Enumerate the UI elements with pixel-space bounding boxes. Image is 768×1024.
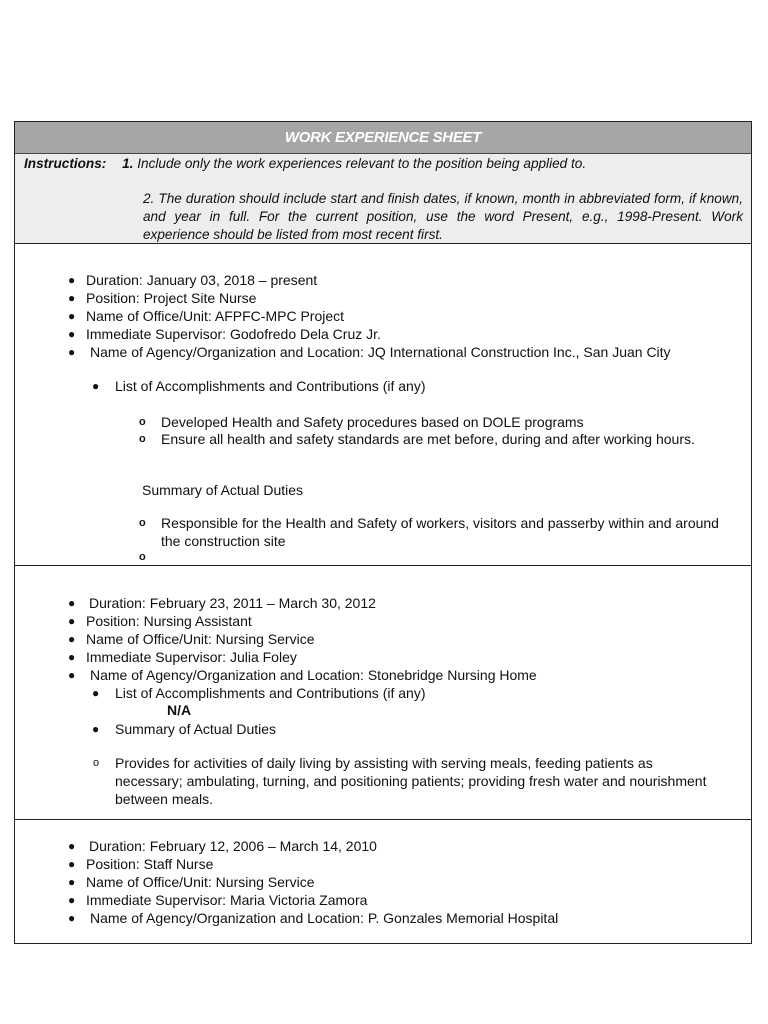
sheet-title: WORK EXPERIENCE SHEET bbox=[15, 122, 751, 154]
instructions-section bbox=[15, 154, 751, 244]
work-experience-sheet bbox=[14, 121, 752, 944]
bullet-icon: ● bbox=[92, 722, 100, 736]
sub-bullet-icon: o bbox=[139, 551, 146, 563]
duties-heading: Summary of Actual Duties bbox=[142, 482, 304, 498]
sub-bullet-icon: o bbox=[93, 757, 100, 769]
bullet-icon: ● bbox=[92, 686, 100, 700]
supervisor-text: Immediate Supervisor: Godofredo Dela Cruz Jr. bbox=[86, 326, 381, 342]
sub-bullet-icon: o bbox=[139, 416, 146, 428]
position-text: Position: Staff Nurse bbox=[86, 856, 214, 872]
agency-text: Name of Agency/Organization and Location: JQ International Construction Inc., San Juan City bbox=[90, 344, 671, 360]
bullet-icon: ● bbox=[68, 309, 76, 323]
instruction-number-1: 1. bbox=[122, 156, 134, 171]
bullet-icon: ● bbox=[68, 596, 76, 610]
accomplishments-heading: List of Accomplishments and Contributions (if any) bbox=[115, 378, 426, 394]
bullet-icon: ● bbox=[68, 911, 76, 925]
position-text: Position: Nursing Assistant bbox=[86, 613, 252, 629]
agency-text: Name of Agency/Organization and Location: Stonebridge Nursing Home bbox=[90, 667, 537, 683]
instruction-item-1 bbox=[24, 156, 586, 171]
office-text: Name of Office/Unit: AFPFC-MPC Project bbox=[86, 308, 345, 324]
accomplishments-heading: List of Accomplishments and Contributions (if any) bbox=[115, 685, 426, 701]
bullet-icon: ● bbox=[68, 875, 76, 889]
supervisor-text: Immediate Supervisor: Julia Foley bbox=[86, 649, 297, 665]
bullet-icon: ● bbox=[68, 273, 76, 287]
instructions-label: Instructions: bbox=[24, 156, 107, 171]
bullet-icon: ● bbox=[68, 327, 76, 341]
bullet-icon: ● bbox=[68, 345, 76, 359]
agency-text: Name of Agency/Organization and Location: P. Gonzales Memorial Hospital bbox=[90, 910, 559, 926]
sub-bullet-icon: o bbox=[139, 433, 146, 445]
bullet-icon: ● bbox=[68, 614, 76, 628]
supervisor-text: Immediate Supervisor: Maria Victoria Zamora bbox=[86, 892, 368, 908]
bullet-icon: ● bbox=[92, 379, 100, 393]
sub-bullet-icon: o bbox=[139, 517, 146, 529]
accomplishment-text: Ensure all health and safety standards are met before, during and after working hours. bbox=[161, 431, 695, 447]
bullet-icon: ● bbox=[68, 668, 76, 682]
bullet-icon: ● bbox=[68, 291, 76, 305]
duty-text: Provides for activities of daily living by assisting with serving meals, feeding patients as necessary; ambulating, turning, and positioning patients; providing fresh water and nourishment between meals. bbox=[115, 755, 707, 807]
position-text: Position: Project Site Nurse bbox=[86, 290, 257, 306]
instruction-text-1: Include only the work experiences relevant to the position being applied to. bbox=[137, 156, 587, 171]
bullet-icon: ● bbox=[68, 893, 76, 907]
instruction-item-2: 2. The duration should include start and finish dates, if known, month in abbreviated form, if known, and year in full. For the current position, use the word Present, e.g., 1998-Present. Work experience should be listed from most recent first. bbox=[143, 191, 743, 242]
work-entry-3 bbox=[15, 820, 751, 943]
duties-heading: Summary of Actual Duties bbox=[115, 721, 277, 737]
duty-text: Responsible for the Health and Safety of workers, visitors and passerby within and around the construction site bbox=[161, 515, 719, 549]
bullet-icon: ● bbox=[68, 650, 76, 664]
duration-text: Duration: February 12, 2006 – March 14, 2010 bbox=[89, 838, 377, 854]
office-text: Name of Office/Unit: Nursing Service bbox=[86, 874, 315, 890]
accomplishments-na-value: N/A bbox=[167, 702, 192, 718]
duration-text: Duration: February 23, 2011 – March 30, 2012 bbox=[89, 595, 376, 611]
office-text: Name of Office/Unit: Nursing Service bbox=[86, 631, 315, 647]
accomplishment-text: Developed Health and Safety procedures based on DOLE programs bbox=[161, 414, 584, 430]
bullet-icon: ● bbox=[68, 857, 76, 871]
work-entry-2 bbox=[15, 566, 751, 820]
work-entry-1 bbox=[15, 244, 751, 566]
duration-text: Duration: January 03, 2018 – present bbox=[86, 272, 318, 288]
bullet-icon: ● bbox=[68, 632, 76, 646]
bullet-icon: ● bbox=[68, 839, 76, 853]
